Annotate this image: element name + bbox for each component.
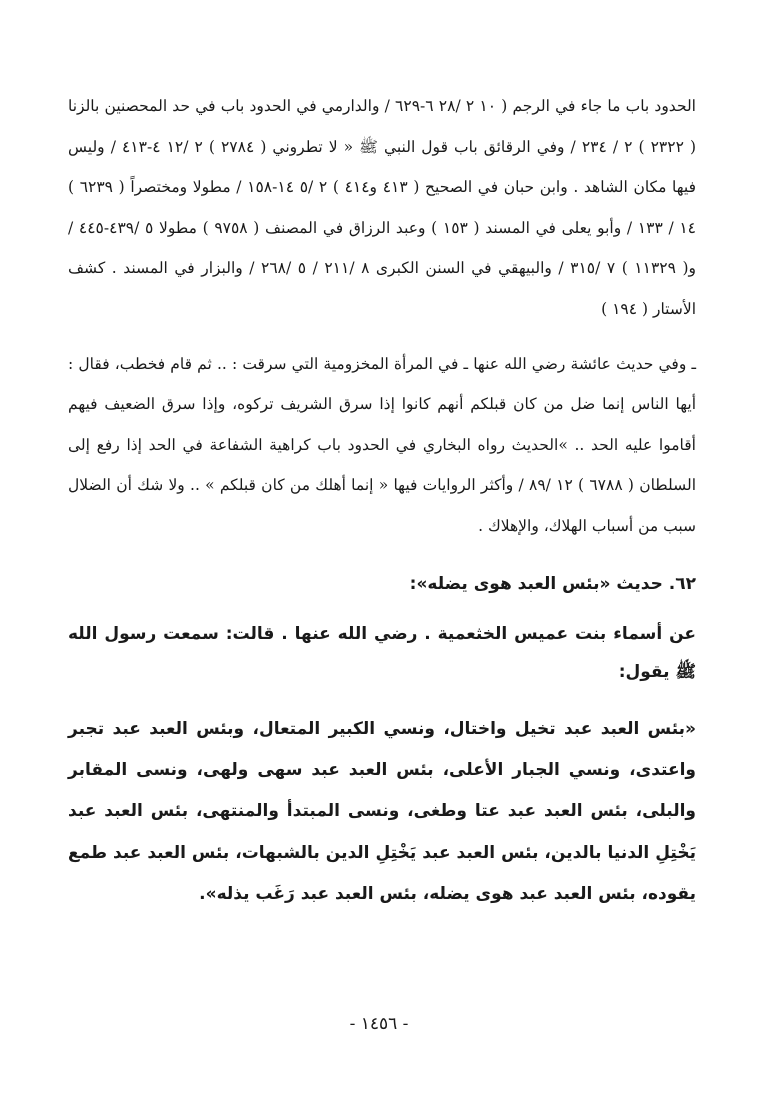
hadith-narrator-intro: عن أسماء بنت عميس الخثعمية . رضي الله عنها . قالت: سمعت رسول الله ﷺ يقول:: [68, 623, 696, 682]
hadith-text: «بئس العبد عبد تخيل واختال، ونسي الكبير المتعال، وبئس العبد عبد تجبر واعتدى، ونسي الجبار الأعلى، بئس العبد عبد سهى ولهى، ونسى المقابر والبلى، بئس العبد عبد عتا وطغى، ونسى المبتدأ والمنتهى، بئس العبد عبد يَخْتِلِ الدنيا بالدين، بئس العبد عبد يَخْتِلِ الدين بالشبهات، بئس العبد عبد طمع يقوده، بئس العبد عبد هوى يضله، بئس العبد عبد رَغَب يذله».: [68, 718, 696, 905]
page-body: [68, 86, 696, 916]
hadith-heading: ٦٢. حديث «بئس العبد هوى يضله»:: [409, 573, 696, 594]
page-number: - ١٤٥٦ -: [349, 1014, 409, 1034]
footnote-aisha-hadith: ـ وفي حديث عائشة رضي الله عنها ـ في المرأة المخزومية التي سرقت : .. ثم قام فخطب، فقال : أيها الناس إنما ضل من كان قبلكم أنهم كانوا إذا سرق الشريف تركوه، وإذا سرق الضعيف فيهم أقاموا عليه الحد .. »الحديث رواه البخاري في الحدود باب كراهية الشفاعة في الحد إذا رفع إلى السلطان ( ٦٧٨٨ ) ١٢ /٨٩ / وأكثر الروايات فيها « إنما أهلك من كان قبلكم » .. ولا شك أن الضلال سبب من أسباب الهلاك، والإهلاك .: [68, 354, 696, 535]
footnote-continuation: الحدود باب ما جاء في الرجم ( ١٠ ٢ /٢٨ ٦-٦٢٩ / والدارمي في الحدود باب في حد المحصنين بالزنا ( ٢٣٢٢ ) ٢ / ٢٣٤ / وفي الرقائق باب قول النبي ﷺ « لا تطروني ( ٢٧٨٤ ) ٢ /١٢ ٤-٤١٣ / وليس فيها مكان الشاهد . وابن حبان في الصحيح ( ٤١٣ و٤١٤ ) ٢ /٥ ١٤-١٥٨ / مطولا ومختصراً ( ٦٢٣٩ ) ١٤ / ١٣٣ / وأبو يعلى في المسند ( ١٥٣ ) وعبد الرزاق في المصنف ( ٩٧٥٨ ) مطولا ٥ /٤٣٩-٤٤٥ / و( ١١٣٢٩ ) ٧ /٣١٥ / والبيهقي في السنن الكبرى ٨ /٢١١ / ٥ /٢٦٨ / والبزار في المسند . كشف الأستار ( ١٩٤ ): [68, 97, 697, 318]
